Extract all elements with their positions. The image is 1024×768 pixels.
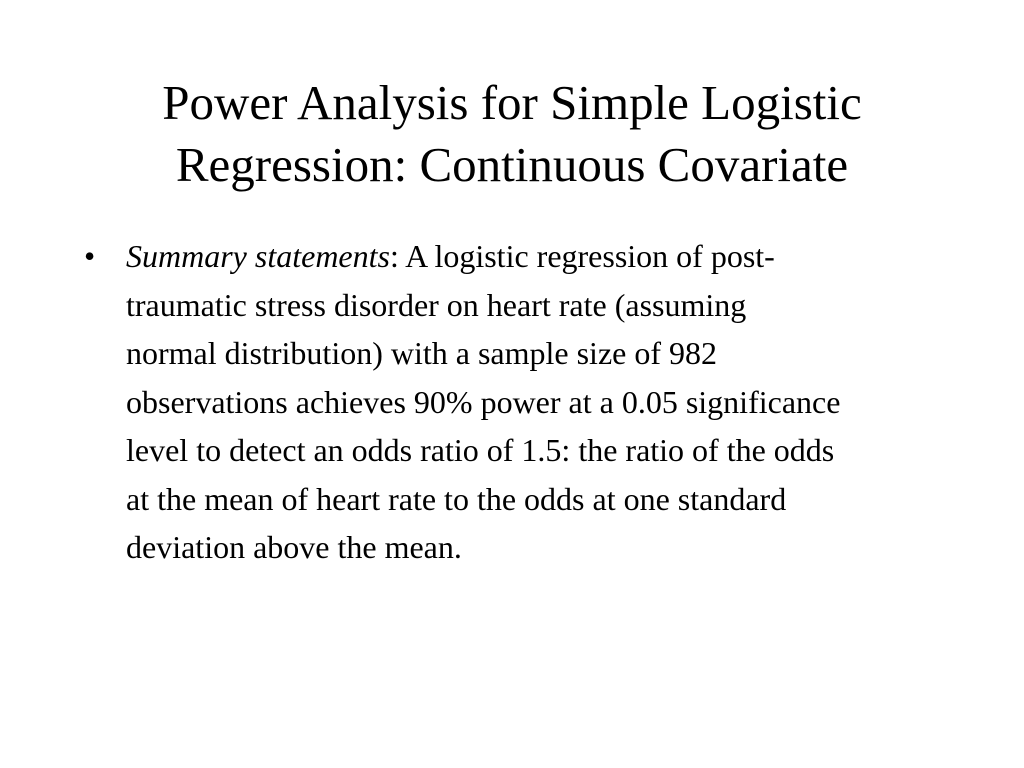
slide-title-line-2: Regression: Continuous Covariate — [175, 137, 849, 192]
slide-title-line-1: Power Analysis for Simple Logistic — [162, 75, 862, 130]
bullet-line-4: observations achieves 90% power at a 0.05 significance — [126, 383, 841, 420]
slide-title — [60, 72, 964, 196]
bullet-line-1 — [126, 232, 1019, 281]
bullet-line-6: at the mean of heart rate to the odds at one standard — [126, 480, 787, 517]
bullet-line-5: level to detect an odds ratio of 1.5: the ratio of the odds — [126, 432, 835, 468]
bullet-line-3: normal distribution) with a sample size of 982 — [126, 335, 717, 371]
bullet-lead: Summary statements — [126, 238, 390, 274]
bullet-list — [84, 232, 1019, 572]
bullet-item — [84, 232, 1019, 572]
bullet-line-7: deviation above the mean. — [126, 529, 462, 565]
bullet-line-2: traumatic stress disorder on heart rate (assuming — [126, 286, 747, 323]
bullet-first-line-rest: : A logistic regression of post- — [389, 238, 775, 274]
bullet-marker: • — [84, 238, 96, 274]
bullet-text — [126, 232, 1019, 572]
